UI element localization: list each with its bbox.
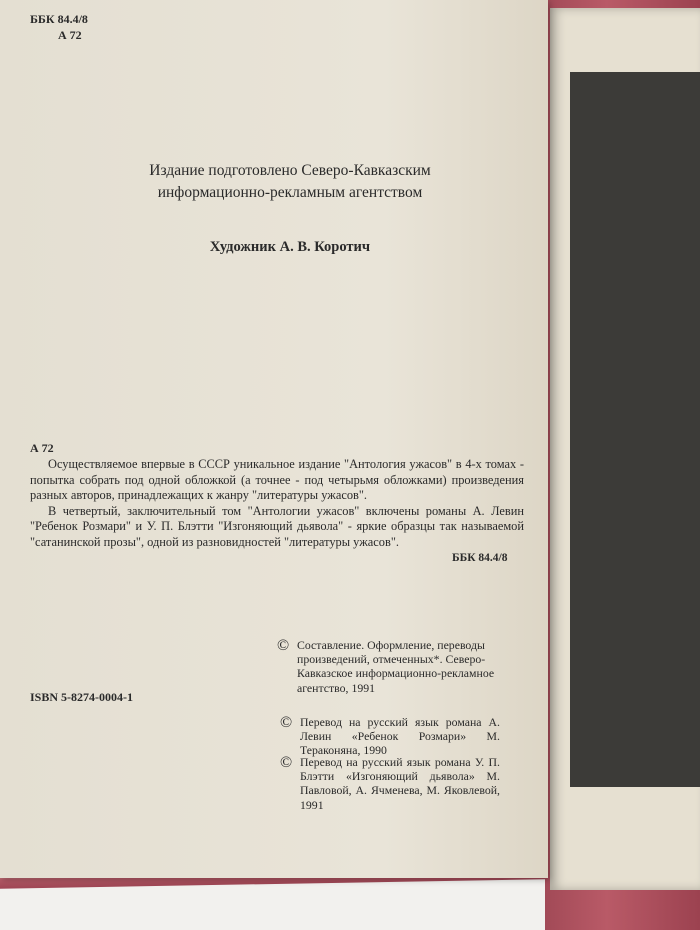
copyright-entry-1 [277, 637, 509, 695]
bbk-code-annotation: ББК 84.4/8 [452, 552, 508, 564]
facing-page-illustration [570, 72, 700, 787]
copyright-text-3: Перевод на русский язык романа У. П. Блэтти «Изгоняющий дьявола» М. Павловой, А. Ячменева, М. Яковлевой, 1991 [300, 755, 500, 812]
annotation [30, 457, 524, 551]
copyright-entry-3 [280, 754, 500, 812]
copyright-text-1: Составление. Оформление, переводы произведений, отмеченных*. Северо-Кавказское информационно-рекламное агентство, 1991 [297, 638, 495, 695]
copyright-entry-2 [280, 714, 500, 758]
annotation-paragraph-2: В четвертый, заключительный том "Антологии ужасов" включены романы А. Левин "Ребенок Розмари" и У. П. Блэтти "Изгоняющий дьявола" - яркие образцы так называемой "сатанинской прозы", одной из разновидностей "литературы ужасов". [30, 503, 524, 549]
bbk-code-top: ББК 84.4/8 [30, 12, 88, 26]
artist-credit: Художник А. В. Коротич [209, 239, 371, 255]
author-mark-top: А 72 [58, 28, 82, 42]
publisher-note [120, 160, 460, 204]
copyright-symbol: © [280, 754, 293, 771]
isbn: ISBN 5-8274-0004-1 [30, 690, 134, 704]
author-mark-annotation: А 72 [30, 441, 54, 455]
copyright-symbol: © [277, 637, 290, 654]
publisher-line-2: информационно-рекламным агентством [157, 184, 423, 201]
annotation-paragraph-1: Осуществляемое впервые в СССР уникальное издание "Антология ужасов" в 4-х томах - попытка собрать под одной обложкой (а точнее - под четырьмя обложками) произведения разных авторов, принадлежащих к жанру "литературы ужасов". [30, 457, 524, 503]
publisher-line-1: Издание подготовлено Северо-Кавказским [149, 162, 431, 179]
copyright-symbol: © [280, 714, 293, 731]
copyright-text-2: Перевод на русский язык романа А. Левин «Ребенок Розмари» М. Тераконяна, 1990 [300, 715, 500, 758]
